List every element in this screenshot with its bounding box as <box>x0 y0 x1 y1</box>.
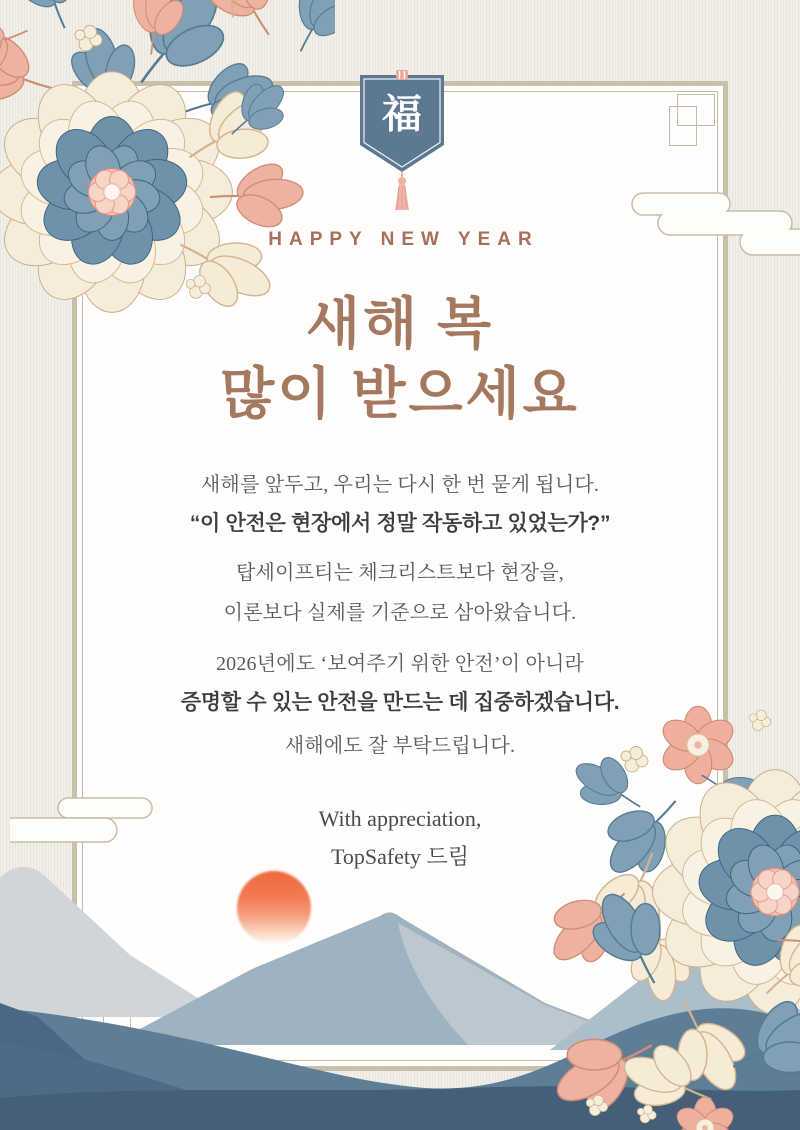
signature-line2: TopSafety 드림 <box>330 844 470 869</box>
card-title-line2: 많이 받으세요 <box>220 364 580 426</box>
fortune-character: 福 <box>382 91 422 137</box>
frame-corner-ornament <box>653 86 723 156</box>
peony-flower-illustration-bottom-right <box>540 640 800 1130</box>
pink-blossom <box>673 1097 738 1130</box>
message-line-7: 새해에도 잘 부탁드립니다. <box>284 735 516 757</box>
message-line-6: 증명할 수 있는 안전을 만드는 데 집중하겠습니다. <box>180 691 620 714</box>
message-line-5: 2026년에도 ‘보여주기 위한 안전’이 아니라 <box>215 653 585 675</box>
eyebrow-happy-new-year: HAPPY NEW YEAR <box>268 229 539 250</box>
leaf-frond <box>207 155 306 239</box>
leaf-frond <box>274 0 335 67</box>
cloud-motif-icon <box>615 185 800 270</box>
bud-cluster <box>637 1105 656 1123</box>
bud-cluster <box>749 710 771 730</box>
message-line-2: “이 안전은 현장에서 정말 작동하고 있었는가?” <box>189 512 611 535</box>
banner-knot <box>396 70 408 80</box>
peony-flower-illustration-top-left <box>0 0 335 385</box>
bud-cluster <box>621 747 648 773</box>
card-title-line1: 새해 복 <box>305 294 495 356</box>
pink-blossom <box>658 706 739 784</box>
message-line-4: 이론보다 실제를 기준으로 삼아왔습니다. <box>223 602 577 624</box>
fortune-banner <box>352 70 452 220</box>
message-line-1: 새해를 앞두고, 우리는 다시 한 번 묻게 됩니다. <box>200 474 600 496</box>
signature-line1: With appreciation, <box>318 806 482 831</box>
message-line-3: 탑세이프티는 체크리스트보다 현장을, <box>236 562 564 584</box>
tassel-knot <box>398 177 406 185</box>
